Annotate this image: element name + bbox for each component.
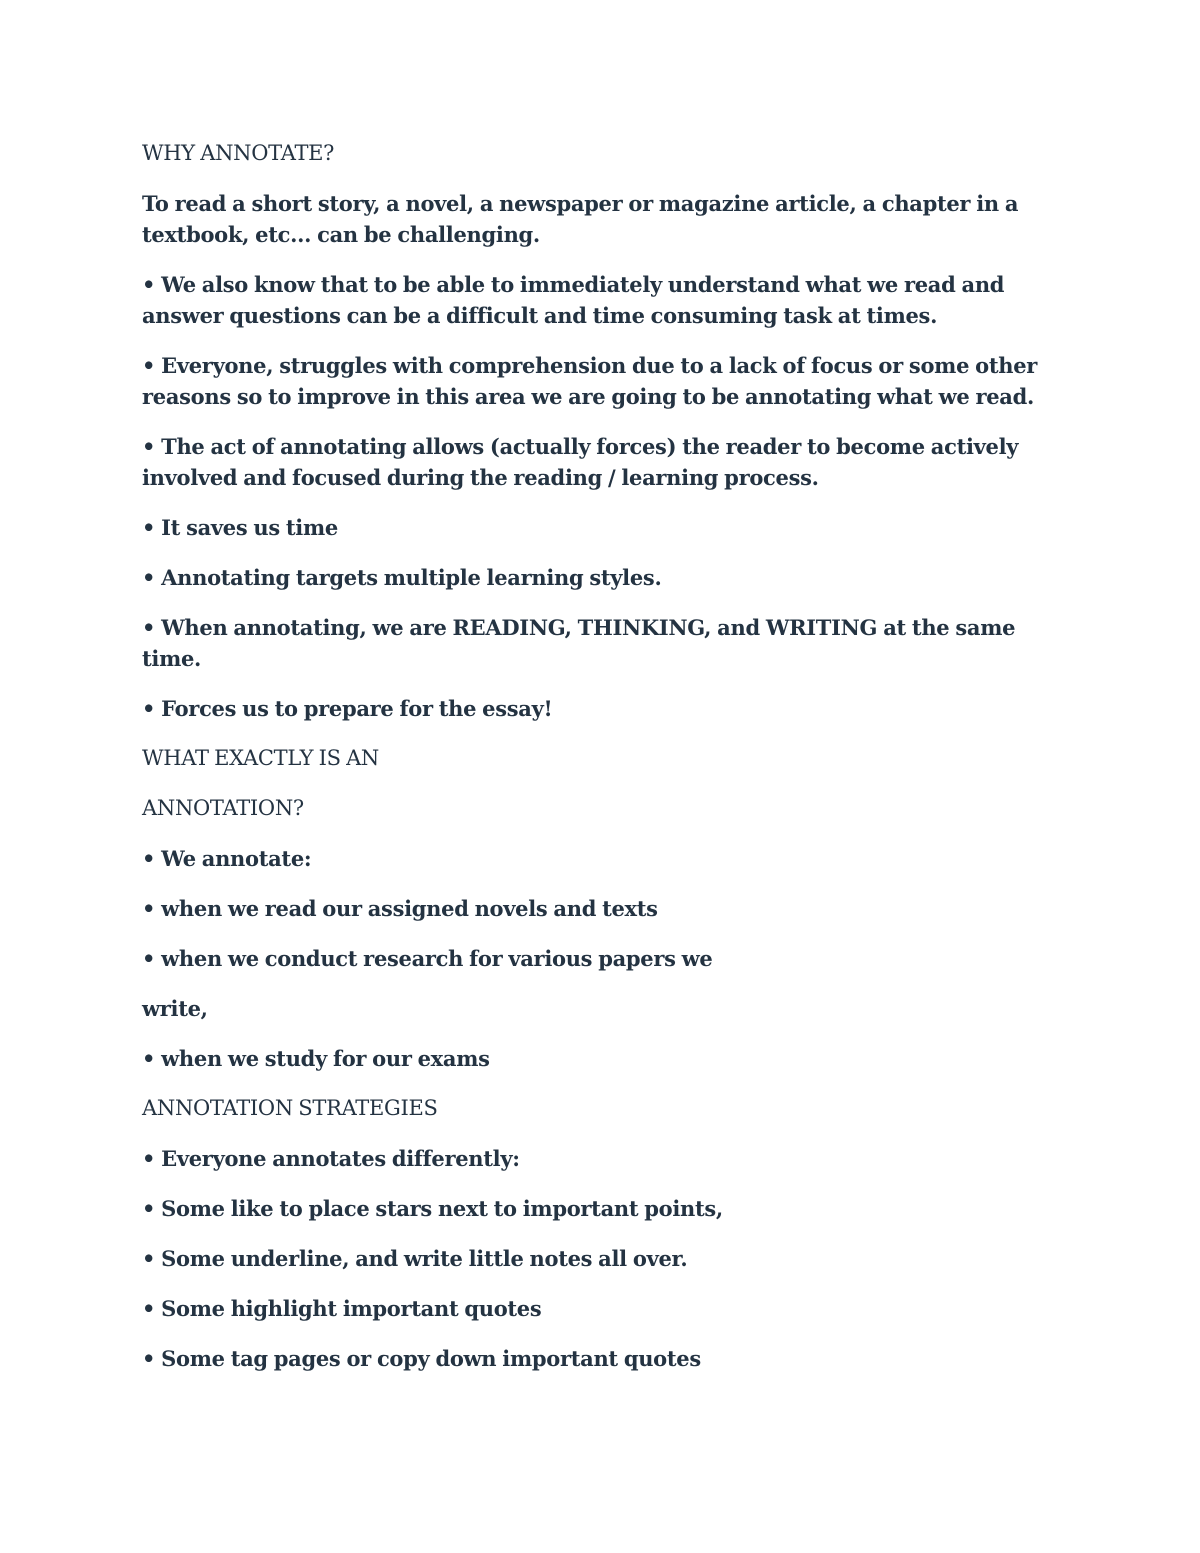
intro-paragraph: To read a short story, a novel, a newspaper or magazine article, a chapter in a textbook, etc... can be challenging. xyxy=(142,191,1019,247)
bullet-understand: • We also know that to be able to immediately understand what we read and answer questions can be a difficult and time consuming task at times. xyxy=(142,272,1005,328)
continuation-write: write, xyxy=(142,996,208,1021)
bullet-saves-time: • It saves us time xyxy=(142,515,338,540)
heading-annotation-strategies: ANNOTATION STRATEGIES xyxy=(142,1096,438,1120)
heading-what-exactly-line1: WHAT EXACTLY IS AN xyxy=(142,746,380,770)
bullet-reading-thinking-writing: • When annotating, we are READING, THINKING, and WRITING at the same time. xyxy=(142,615,1016,671)
bullet-highlight-quotes: • Some highlight important quotes xyxy=(142,1296,542,1321)
bullet-assigned-novels: • when we read our assigned novels and texts xyxy=(142,896,658,921)
bullet-comprehension: • Everyone, struggles with comprehension due to a lack of focus or some other reasons so to improve in this area we are going to be annotating what we read. xyxy=(142,353,1038,409)
bullet-we-annotate: • We annotate: xyxy=(142,846,312,871)
bullet-prepare-essay: • Forces us to prepare for the essay! xyxy=(142,696,553,721)
bullet-study-exams: • when we study for our exams xyxy=(142,1046,490,1071)
bullet-annotates-differently: • Everyone annotates differently: xyxy=(142,1146,520,1171)
bullet-conduct-research: • when we conduct research for various papers we xyxy=(142,946,713,971)
bullet-place-stars: • Some like to place stars next to important points, xyxy=(142,1196,723,1221)
bullet-learning-styles: • Annotating targets multiple learning styles. xyxy=(142,565,662,590)
heading-why-annotate: WHY ANNOTATE? xyxy=(142,141,335,165)
bullet-tag-pages: • Some tag pages or copy down important quotes xyxy=(142,1346,701,1371)
bullet-underline-notes: • Some underline, and write little notes all over. xyxy=(142,1246,688,1271)
document-body xyxy=(142,138,1067,1393)
bullet-act-of-annotating: • The act of annotating allows (actually forces) the reader to become actively involved and focused during the reading / learning process. xyxy=(142,434,1019,490)
heading-what-exactly-line2: ANNOTATION? xyxy=(142,796,304,820)
